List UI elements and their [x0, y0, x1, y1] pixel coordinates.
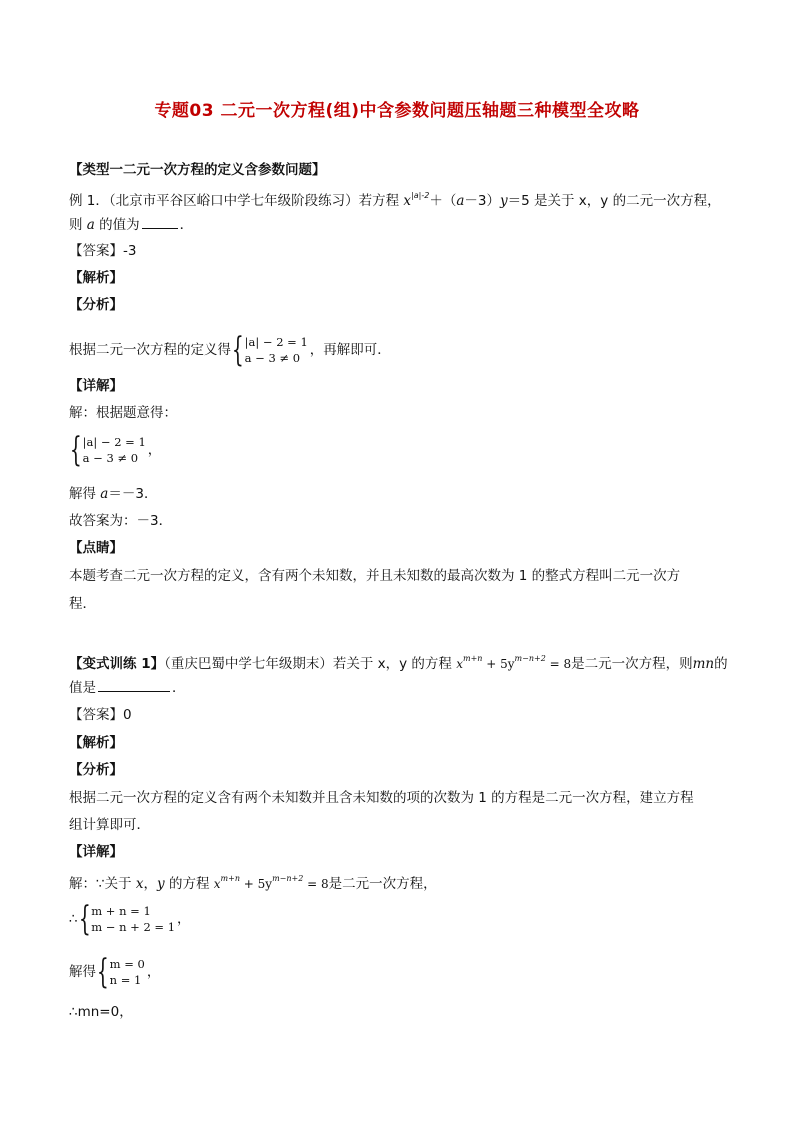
example-mid2: －3） — [464, 193, 500, 209]
text: ， — [146, 964, 161, 980]
analysis-line — [69, 330, 391, 370]
text: 的方程 — [164, 876, 214, 892]
text: 根据二元一次方程的定义得 — [69, 342, 231, 358]
solve-system — [69, 430, 162, 470]
text: ， — [147, 442, 162, 458]
equation: a − 3 ≠ 0 — [82, 451, 139, 465]
var-mn: mn — [692, 656, 715, 672]
therefore-symbol: ∴ — [69, 911, 78, 927]
text: ，再解即可． — [309, 342, 391, 358]
solve-result — [69, 484, 157, 504]
solve-system-2 — [69, 952, 161, 992]
analysis-line-1: 根据二元一次方程的定义含有两个未知数并且含未知数的项的次数为 1 的方程是二元一次方程，建立方程 — [69, 790, 694, 806]
analysis-line-2: 组计算即可． — [69, 817, 150, 833]
jiexi-label: 【解析】 — [69, 735, 123, 751]
section-heading-type1: 【类型一二元一次方程的定义含参数问题】 — [69, 162, 326, 178]
equation: a − 3 ≠ 0 — [244, 351, 301, 365]
text: ＝－3． — [108, 486, 158, 502]
text: ． — [179, 217, 194, 233]
var-a: a — [456, 193, 465, 209]
note-line-1: 本题考查二元一次方程的定义，含有两个未知数，并且未知数的最高次数为 1 的整式方程叫二元一次方 — [69, 568, 681, 584]
equation-system: { |a| − 2 = 1 a − 3 ≠ 0 — [69, 430, 146, 470]
text: （重庆巴蜀中学七年级期末）若关于 x，y 的方程 — [164, 656, 457, 672]
var-a: a — [86, 217, 95, 233]
text: + 5y — [239, 877, 273, 891]
example-mid: ＋（ — [429, 193, 457, 209]
solve-system-1 — [69, 899, 191, 939]
variant-heading: 【变式训练 1】 — [69, 656, 165, 672]
fenxi-label: 【分析】 — [69, 297, 123, 313]
equation: |a| − 2 = 1 — [82, 435, 146, 449]
answer-blank — [142, 214, 178, 229]
equation: m = 0 — [109, 957, 145, 971]
var-x: x — [135, 876, 144, 892]
text: ， — [143, 876, 158, 892]
final-result: ∴mn=0， — [69, 1004, 133, 1020]
text: 是二元一次方程，则 — [571, 656, 693, 672]
var-y: y — [499, 193, 508, 209]
equation-system: { m + n = 1 m − n + 2 = 1 — [78, 899, 176, 939]
text: 解得 — [69, 964, 96, 980]
text: 值是 — [69, 680, 96, 696]
xiangjie-label: 【详解】 — [69, 378, 123, 394]
example-suffix: ＝5 是关于 x，y 的二元一次方程， — [507, 193, 721, 209]
variant-question — [69, 649, 728, 674]
text: ， — [177, 911, 191, 927]
example-1-question-line2 — [69, 214, 193, 235]
answer-blank — [98, 677, 170, 692]
text: 解：∵关于 — [69, 876, 136, 892]
text: 是二元一次方程， — [328, 876, 437, 892]
page-title: 专题03 二元一次方程(组)中含参数问题压轴题三种模型全攻略 — [154, 101, 640, 121]
text: 的 — [714, 656, 728, 672]
note-line-2: 程． — [69, 596, 96, 612]
var-x: x — [213, 877, 221, 891]
dianjing-label: 【点睛】 — [69, 540, 123, 556]
final-answer: 故答案为：－3． — [69, 513, 173, 529]
exponent: |a|-2 — [411, 191, 430, 200]
equation-system: { |a| − 2 = 1 a − 3 ≠ 0 — [231, 330, 308, 370]
jiexi-label: 【解析】 — [69, 270, 123, 286]
text: 的值为 — [94, 217, 140, 233]
text: ． — [172, 680, 186, 696]
var-a: a — [100, 486, 109, 502]
equation-system: { m = 0 n = 1 — [96, 952, 145, 992]
equation: m − n + 2 = 1 — [91, 920, 176, 934]
var-x: x — [403, 193, 412, 209]
text: = 8 — [545, 657, 572, 671]
answer-label: 【答案】-3 — [69, 243, 137, 259]
xiangjie-label: 【详解】 — [69, 844, 123, 860]
equation: |a| − 2 = 1 — [244, 335, 308, 349]
text: = 8 — [303, 877, 329, 891]
solve-intro — [69, 869, 437, 894]
exponent: m−n+2 — [514, 654, 546, 663]
example-1-question — [69, 186, 721, 211]
exponent: m+n — [220, 874, 240, 883]
fenxi-label: 【分析】 — [69, 762, 123, 778]
text: + 5y — [482, 657, 515, 671]
var-x: x — [456, 657, 463, 671]
text: 则 — [69, 217, 87, 233]
exponent: m+n — [462, 654, 483, 663]
exponent: m−n+2 — [272, 874, 304, 883]
example-prefix: 例 1．（北京市平谷区峪口中学七年级阶段练习）若方程 — [69, 193, 404, 209]
variant-question-line2 — [69, 677, 186, 698]
var-y: y — [157, 876, 165, 892]
equation: m + n = 1 — [91, 904, 151, 918]
equation: n = 1 — [109, 973, 142, 987]
answer-label: 【答案】0 — [69, 707, 132, 723]
solve-intro: 解：根据题意得： — [69, 405, 177, 421]
text: 解得 — [69, 486, 101, 502]
